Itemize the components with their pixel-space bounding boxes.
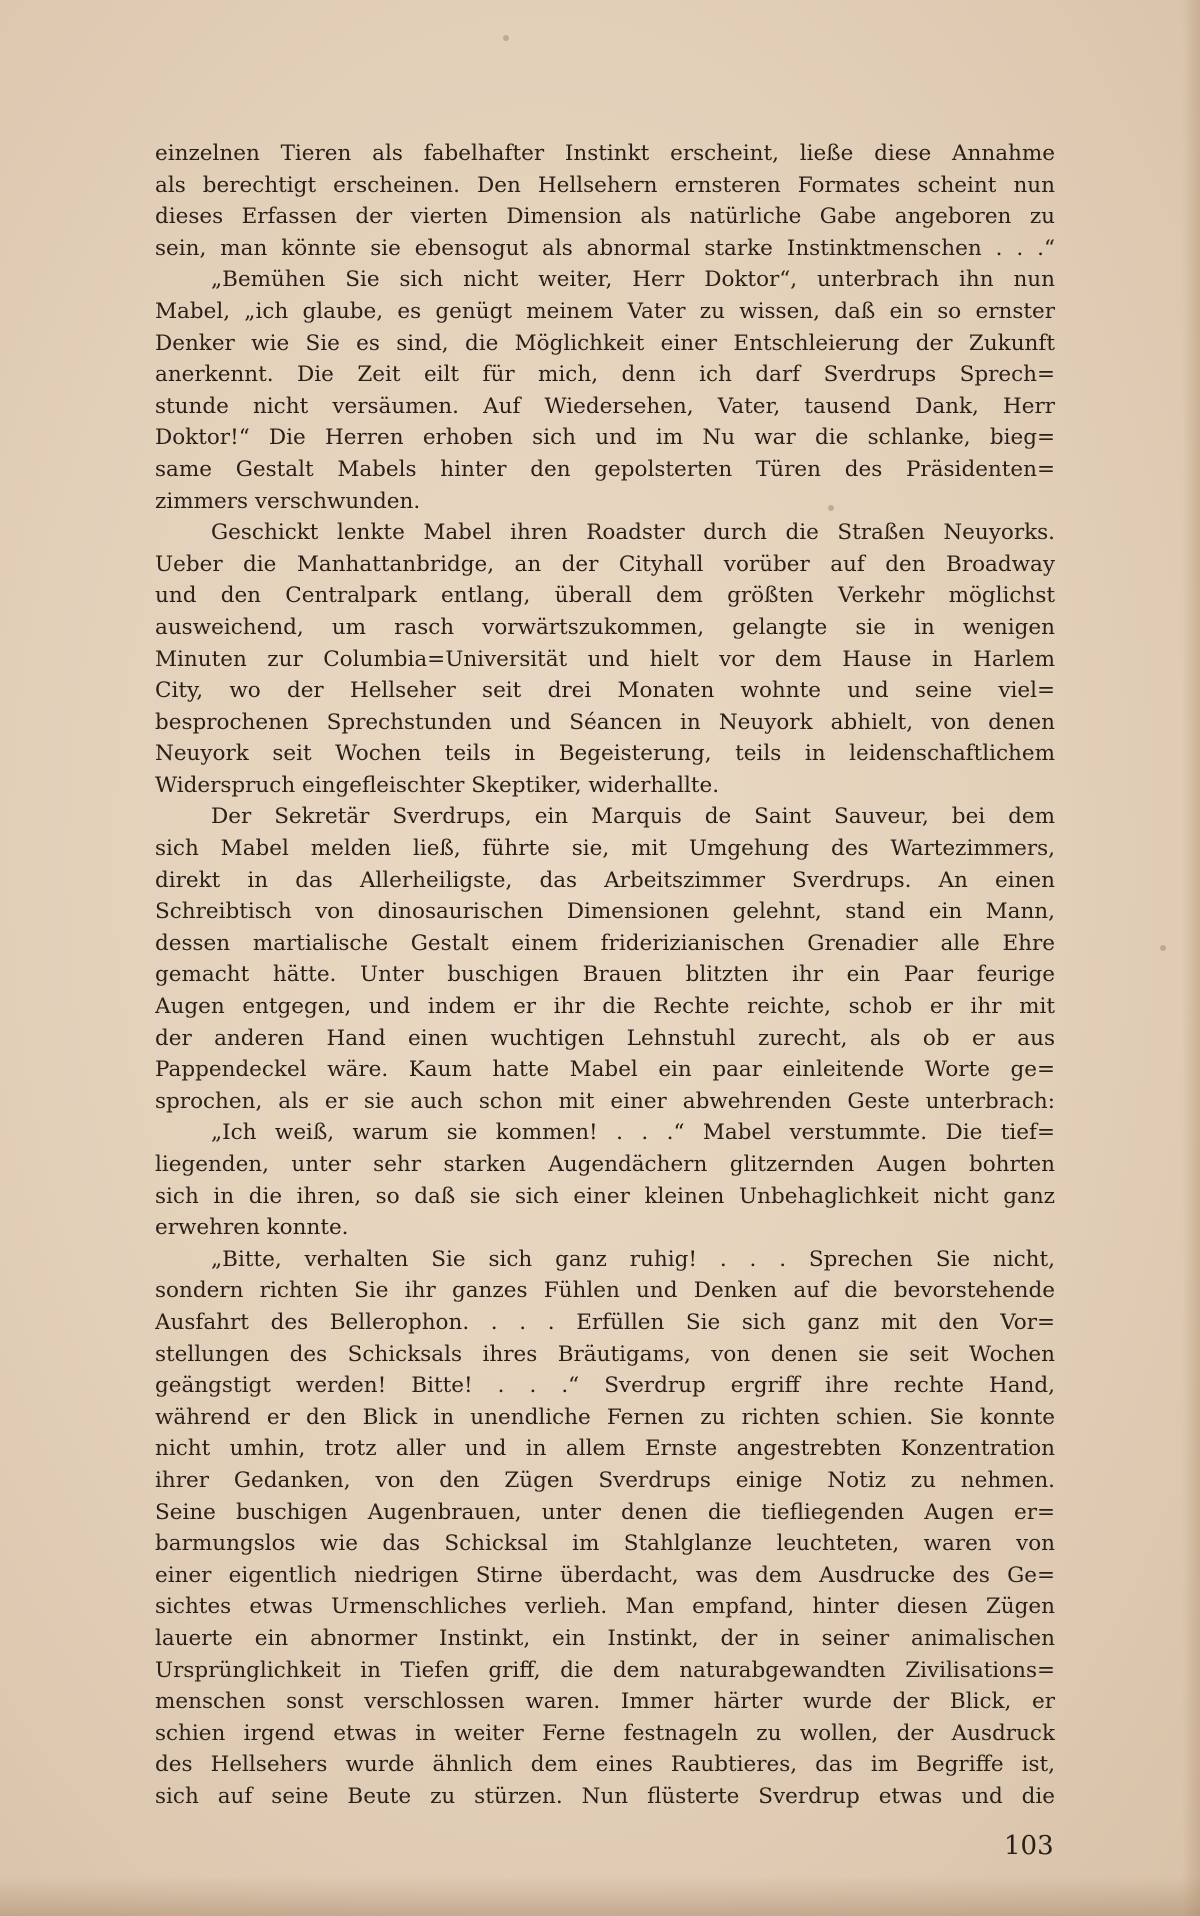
text-line: stunde nicht versäumen. Auf Wiedersehen, Vater, tausend Dank, Herr bbox=[155, 393, 1055, 419]
text-line: dieses Erfassen der vierten Dimension als natürliche Gabe angeboren zu bbox=[155, 204, 1055, 230]
text-line: Seine buschigen Augenbrauen, unter denen die tiefliegenden Augen er= bbox=[155, 1499, 1055, 1525]
text-line: Denker wie Sie es sind, die Möglichkeit einer Entschleierung der Zukunft bbox=[155, 330, 1055, 356]
text-line: geängstigt werden! Bitte! . . .“ Sverdrup ergriff ihre rechte Hand, bbox=[155, 1373, 1055, 1399]
text-line: des Hellsehers wurde ähnlich dem eines Raubtieres, das im Begriffe ist, bbox=[155, 1752, 1055, 1778]
text-line: einer eigentlich niedrigen Stirne überdacht, was dem Ausdrucke des Ge= bbox=[155, 1562, 1055, 1588]
paper-speck bbox=[1160, 945, 1166, 951]
text-line: Der Sekretär Sverdrups, ein Marquis de Saint Sauveur, bei dem bbox=[211, 804, 1055, 830]
text-line: nicht umhin, trotz aller und in allem Ernste angestrebten Konzentration bbox=[155, 1436, 1055, 1462]
text-line: gemacht hätte. Unter buschigen Brauen blitzten ihr ein Paar feurige bbox=[155, 962, 1055, 988]
text-line: als berechtigt erscheinen. Den Hellsehern ernsteren Formates scheint nun bbox=[155, 172, 1055, 198]
text-line: barmungslos wie das Schicksal im Stahlglanze leuchteten, waren von bbox=[155, 1531, 1055, 1557]
text-line: Doktor!“ Die Herren erhoben sich und im Nu war die schlanke, bieg= bbox=[155, 425, 1055, 451]
body-text bbox=[155, 138, 1055, 1812]
text-line: direkt in das Allerheiligste, das Arbeitszimmer Sverdrups. An einen bbox=[155, 867, 1055, 893]
text-line: sich in die ihren, so daß sie sich einer kleinen Unbehaglichkeit nicht ganz bbox=[155, 1183, 1055, 1209]
text-line: und den Centralpark entlang, überall dem größten Verkehr möglichst bbox=[155, 583, 1055, 609]
text-line: zimmers verschwunden. bbox=[155, 488, 421, 514]
text-line: der anderen Hand einen wuchtigen Lehnstuhl zurecht, als ob er aus bbox=[155, 1025, 1055, 1051]
text-line: same Gestalt Mabels hinter den gepolsterten Türen des Präsidenten= bbox=[155, 456, 1055, 482]
text-line: menschen sonst verschlossen waren. Immer härter wurde der Blick, er bbox=[155, 1689, 1055, 1715]
text-line: Ueber die Manhattanbridge, an der Cityhall vorüber auf den Broadway bbox=[155, 551, 1055, 577]
text-line: City, wo der Hellseher seit drei Monaten wohnte und seine viel= bbox=[155, 678, 1055, 704]
text-line: erwehren konnte. bbox=[155, 1215, 349, 1241]
text-line: sichtes etwas Urmenschliches verlieh. Man empfand, hinter diesen Zügen bbox=[155, 1594, 1055, 1620]
page-bottom-shadow bbox=[0, 1876, 1200, 1916]
text-line: ihrer Gedanken, von den Zügen Sverdrups einige Notiz zu nehmen. bbox=[155, 1467, 1055, 1493]
text-line: ausweichend, um rasch vorwärtszukommen, gelangte sie in wenigen bbox=[155, 614, 1055, 640]
text-line: sich auf seine Beute zu stürzen. Nun flüsterte Sverdrup etwas und die bbox=[155, 1783, 1055, 1809]
text-line: liegenden, unter sehr starken Augendächern glitzernden Augen bohrten bbox=[155, 1152, 1055, 1177]
text-line: während er den Blick in unendliche Fernen zu richten schien. Sie konnte bbox=[155, 1404, 1055, 1430]
text-line: Neuyork seit Wochen teils in Begeisterung, teils in leidenschaftlichem bbox=[155, 741, 1055, 767]
text-line: Mabel, „ich glaube, es genügt meinem Vater zu wissen, daß ein so ernster bbox=[155, 298, 1055, 324]
text-line: schien irgend etwas in weiter Ferne festnageln zu wollen, der Ausdruck bbox=[155, 1720, 1055, 1746]
text-line: Minuten zur Columbia=Universität und hielt vor dem Hause in Harlem bbox=[155, 646, 1055, 672]
text-line: sprochen, als er sie auch schon mit einer abwehrenden Geste unterbrach: bbox=[155, 1088, 1055, 1114]
text-line: besprochenen Sprechstunden und Séancen in Neuyork abhielt, von denen bbox=[155, 709, 1055, 735]
text-line: „Bitte, verhalten Sie sich ganz ruhig! . . . Sprechen Sie nicht, bbox=[211, 1246, 1055, 1272]
text-line: stellungen des Schicksals ihres Bräutigams, von denen sie seit Wochen bbox=[155, 1341, 1055, 1367]
page-edge-shadow bbox=[1182, 0, 1200, 1916]
text-line: sein, man könnte sie ebensogut als abnormal starke Instinktmenschen . . .“ bbox=[155, 235, 1055, 261]
text-line: Schreibtisch von dinosaurischen Dimensionen gelehnt, stand ein Mann, bbox=[155, 899, 1055, 925]
text-line: Ursprünglichkeit in Tiefen griff, die dem naturabgewandten Zivilisations= bbox=[155, 1657, 1055, 1683]
text-line: sich Mabel melden ließ, führte sie, mit Umgehung des Wartezimmers, bbox=[155, 836, 1055, 862]
text-line: einzelnen Tieren als fabelhafter Instinkt erscheint, ließe diese Annahme bbox=[155, 141, 1055, 166]
paper-speck bbox=[503, 35, 509, 41]
text-line: Augen entgegen, und indem er ihr die Rechte reichte, schob er ihr mit bbox=[155, 994, 1055, 1020]
text-line: Geschickt lenkte Mabel ihren Roadster durch die Straßen Neuyorks. bbox=[211, 520, 1055, 546]
page-number: 103 bbox=[1004, 1831, 1054, 1861]
text-line: „Bemühen Sie sich nicht weiter, Herr Doktor“, unterbrach ihn nun bbox=[211, 267, 1055, 293]
text-line: Ausfahrt des Bellerophon. . . . Erfüllen Sie sich ganz mit den Vor= bbox=[155, 1309, 1055, 1335]
text-line: Pappendeckel wäre. Kaum hatte Mabel ein paar einleitende Worte ge= bbox=[155, 1057, 1055, 1083]
text-line: lauerte ein abnormer Instinkt, ein Instinkt, der in seiner animalischen bbox=[155, 1625, 1055, 1651]
text-line: dessen martialische Gestalt einem friderizianischen Grenadier alle Ehre bbox=[155, 930, 1055, 956]
text-line: Widerspruch eingefleischter Skeptiker, widerhallte. bbox=[155, 772, 720, 798]
text-line: „Ich weiß, warum sie kommen! . . .“ Mabel verstummte. Die tief= bbox=[211, 1120, 1055, 1146]
text-line: sondern richten Sie ihr ganzes Fühlen und Denken auf die bevorstehende bbox=[155, 1278, 1055, 1304]
text-line: anerkennt. Die Zeit eilt für mich, denn ich darf Sverdrups Sprech= bbox=[155, 362, 1055, 388]
